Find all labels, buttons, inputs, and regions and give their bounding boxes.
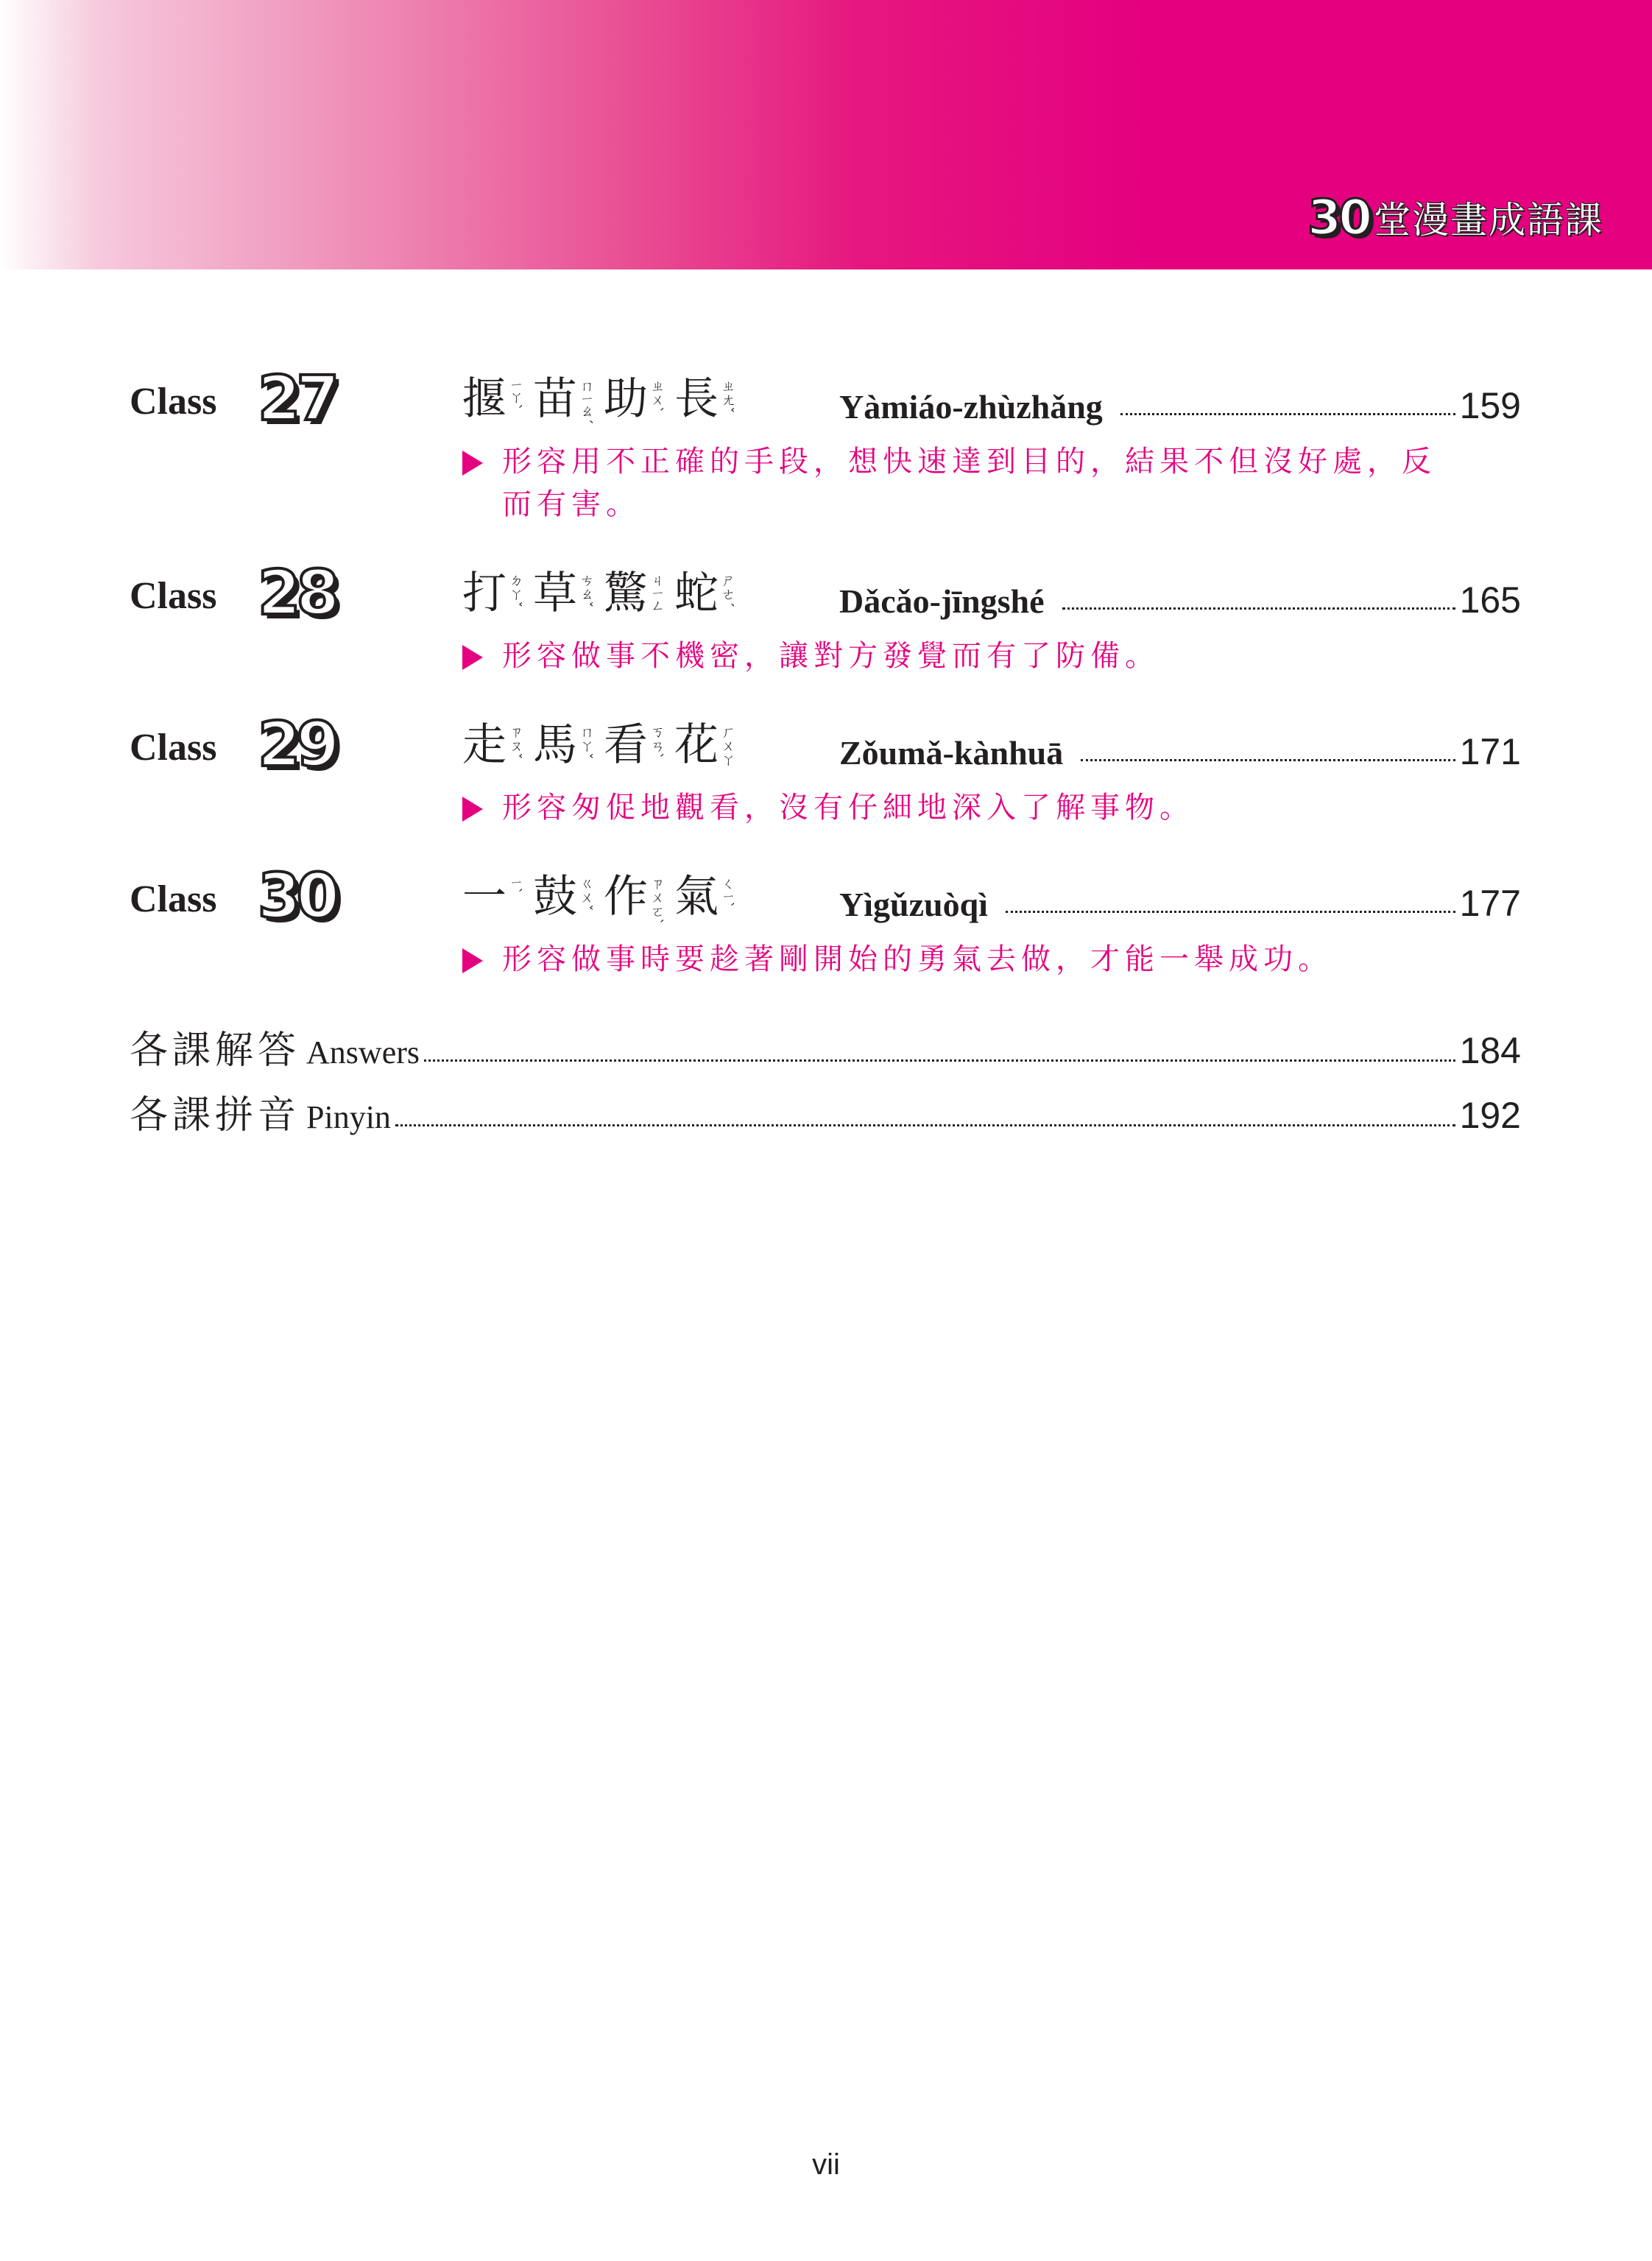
toc-entry[interactable]	[130, 359, 1521, 526]
idiom-title	[462, 714, 745, 776]
pinyin-line	[839, 579, 1521, 621]
class-label: Class	[130, 878, 217, 920]
page-number[interactable]: 177	[1459, 883, 1521, 924]
class-label: Class	[130, 575, 217, 617]
idiom-char: 驚 ㄐㄧㄥ	[604, 568, 665, 619]
page-folio: vii	[812, 2148, 840, 2181]
description: 形容做事時要趁著剛開始的勇氣去做，才能一舉成功。	[130, 938, 1521, 981]
series-title-text: 堂漫畫成語課	[1374, 199, 1603, 241]
bopomofo: ㄇㄧㄠˊ	[578, 378, 594, 425]
idiom-char: 看 ㄎㄢˋ	[604, 719, 665, 771]
pinyin-line	[839, 882, 1521, 925]
idiom-char: 花 ㄏㄨㄚ	[674, 719, 735, 771]
pinyin-line	[839, 730, 1521, 773]
idiom-char: 作 ㄗㄨㄛˋ	[604, 871, 665, 925]
idiom-char: 揠 ㄧㄚˋ	[462, 373, 523, 425]
dot-leader	[1062, 607, 1455, 610]
toc-appendix-pinyin[interactable]	[130, 1084, 1521, 1139]
idiom-char: 長 ㄓㄤˇ	[674, 373, 735, 425]
dot-leader	[424, 1059, 1455, 1062]
bopomofo: ㄇㄚˇ	[578, 724, 594, 760]
page-number[interactable]: 165	[1459, 579, 1521, 621]
class-number: 27	[258, 362, 335, 434]
dot-leader	[1120, 413, 1455, 415]
page-number[interactable]: 159	[1459, 385, 1521, 426]
idiom-char: 馬 ㄇㄚˇ	[533, 719, 594, 771]
pinyin: Yìgǔzuòqì	[839, 886, 988, 923]
class-number: 30	[258, 860, 335, 932]
appendix-zh-title: 各課解答	[130, 1029, 301, 1073]
idiom-char: 氣 ㄑㄧˋ	[674, 871, 735, 923]
toc-entry[interactable]	[130, 554, 1521, 677]
appendix-en-title: Pinyin	[306, 1099, 391, 1135]
idiom-char: 草 ㄘㄠˇ	[533, 568, 594, 619]
pinyin: Dǎcǎo-jīngshé	[839, 582, 1045, 620]
bopomofo: ㄎㄢˋ	[649, 724, 665, 760]
triangle-bullet-icon	[462, 948, 483, 973]
description: 形容用不正確的手段，想快速達到目的，結果不但沒好處，反 而有害。	[130, 440, 1521, 526]
class-label: Class	[130, 727, 217, 769]
idiom-title	[462, 562, 745, 624]
triangle-bullet-icon	[462, 645, 483, 670]
class-label: Class	[130, 381, 217, 423]
idiom-char: 助 ㄓㄨˋ	[604, 373, 665, 425]
idiom-title	[462, 368, 745, 430]
bopomofo: ㄗㄨㄛˋ	[649, 876, 665, 925]
bopomofo: ㄘㄠˇ	[578, 573, 594, 608]
dot-leader	[395, 1124, 1455, 1126]
dot-leader	[1081, 759, 1455, 761]
page-number[interactable]: 184	[1459, 1030, 1521, 1071]
series-title	[1307, 188, 1603, 247]
bopomofo: ㄓㄨˋ	[649, 378, 665, 414]
page-number[interactable]: 192	[1459, 1095, 1521, 1136]
idiom-char: 苗 ㄇㄧㄠˊ	[533, 373, 594, 425]
description: 形容做事不機密，讓對方發覺而有了防備。	[130, 635, 1521, 677]
description: 形容匆促地觀看，沒有仔細地深入了解事物。	[130, 786, 1521, 829]
dot-leader	[1006, 911, 1455, 913]
idiom-char: 蛇 ㄕㄜˊ	[674, 568, 735, 619]
bopomofo: ㄕㄜˊ	[719, 573, 735, 608]
idiom-char: 打 ㄉㄚˇ	[462, 568, 523, 619]
idiom-char: 走 ㄗㄡˇ	[462, 719, 523, 771]
idiom-char: 鼓 ㄍㄨˇ	[533, 871, 594, 923]
bopomofo: ㄐㄧㄥ	[649, 573, 665, 613]
class-number: 29	[258, 708, 335, 780]
bopomofo: ㄧˋ	[507, 876, 523, 895]
page-number[interactable]: 171	[1459, 731, 1521, 772]
bopomofo: ㄏㄨㄚ	[719, 724, 735, 766]
bopomofo: ㄉㄚˇ	[507, 573, 523, 608]
toc-appendix-answers[interactable]	[130, 1019, 1521, 1074]
bopomofo: ㄑㄧˋ	[719, 876, 735, 909]
class-number: 28	[258, 557, 335, 629]
pinyin-line	[839, 384, 1521, 427]
bopomofo: ㄓㄤˇ	[719, 378, 735, 414]
series-number: 30	[1307, 188, 1369, 246]
toc-entry[interactable]	[130, 705, 1521, 829]
idiom-title	[462, 866, 745, 928]
idiom-char: 一 ㄧˋ	[462, 871, 523, 923]
bopomofo: ㄗㄡˇ	[507, 724, 523, 760]
toc-entry[interactable]	[130, 857, 1521, 981]
triangle-bullet-icon	[462, 451, 483, 476]
appendix-en-title: Answers	[306, 1034, 420, 1070]
appendix-zh-title: 各課拼音	[130, 1093, 301, 1137]
pinyin: Zǒumǎ-kànhuā	[839, 734, 1064, 772]
pinyin: Yàmiáo-zhùzhǎng	[839, 388, 1103, 426]
bopomofo: ㄍㄨˇ	[578, 876, 594, 911]
triangle-bullet-icon	[462, 797, 483, 822]
bopomofo: ㄧㄚˋ	[507, 378, 523, 411]
